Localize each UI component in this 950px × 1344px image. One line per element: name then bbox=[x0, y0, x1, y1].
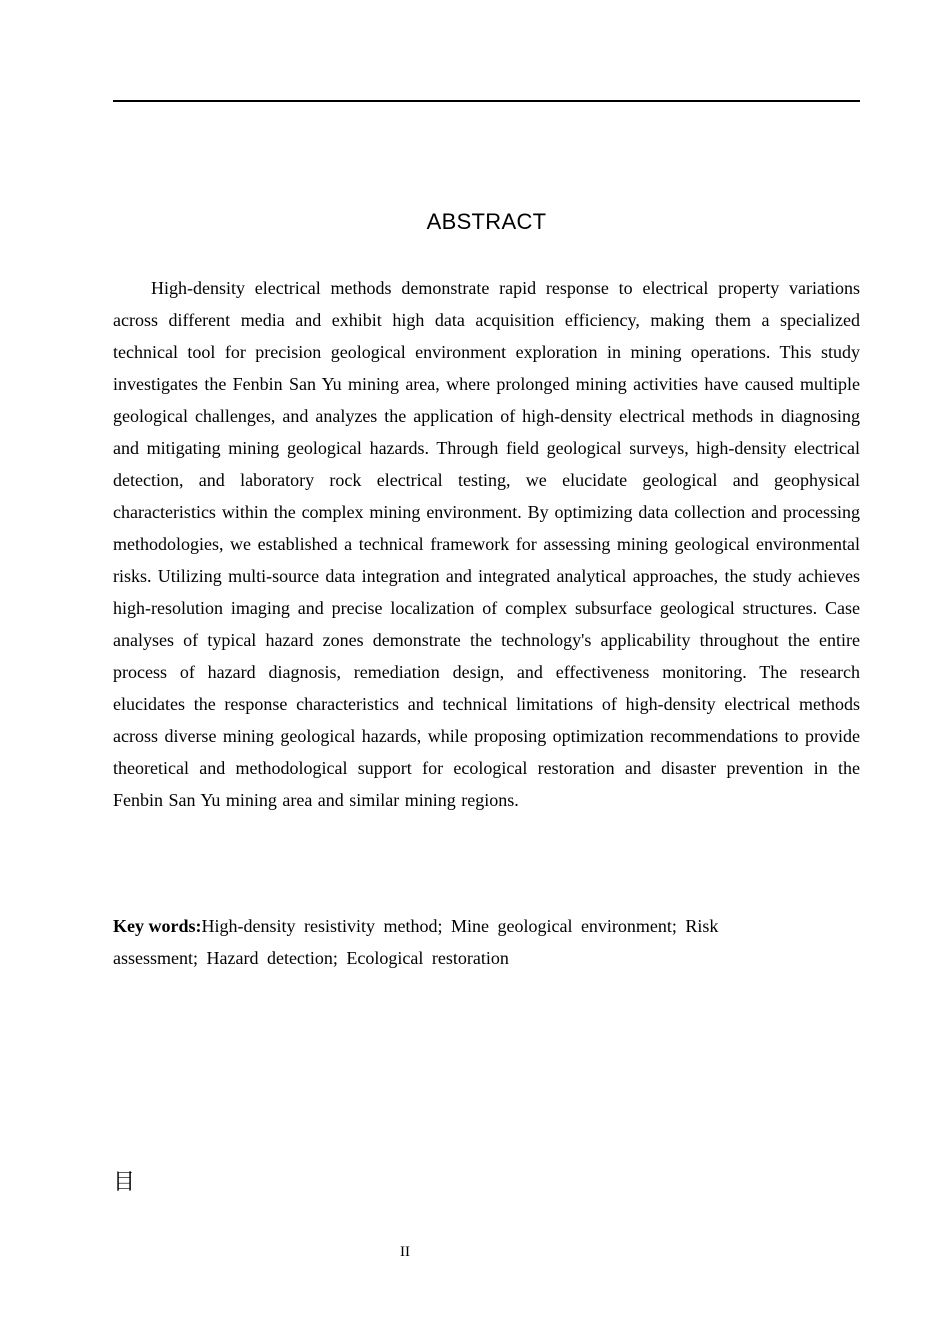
keywords-paragraph bbox=[113, 910, 773, 974]
page-number: II bbox=[400, 1244, 410, 1260]
keywords-text: High-density resistivity method; Mine geological environment; Risk assessment; Hazard detection; Ecological restoration bbox=[113, 916, 719, 968]
keywords-label: Key words: bbox=[113, 916, 202, 936]
abstract-title: ABSTRACT bbox=[426, 209, 547, 234]
toc-heading: 目 bbox=[113, 1170, 136, 1195]
header-rule bbox=[113, 100, 860, 102]
abstract-body: High-density electrical methods demonstrate rapid response to electrical property variations across different media and exhibit high data acquisition efficiency, making them a specialized technical tool for precision geological environment exploration in mining operations. This study investigates the Fenbin San Yu mining area, where prolonged mining activities have caused multiple geological challenges, and analyzes the application of high-density electrical methods in diagnosing and mitigating mining geological hazards. Through field geological surveys, high-density electrical detection, and laboratory rock electrical testing, we elucidate geological and geophysical characteristics within the complex mining environment. By optimizing data collection and processing methodologies, we established a technical framework for assessing mining geological environmental risks. Utilizing multi-source data integration and integrated analytical approaches, the study achieves high-resolution imaging and precise localization of complex subsurface geological structures. Case analyses of typical hazard zones demonstrate the technology's applicability throughout the entire process of hazard diagnosis, remediation design, and effectiveness monitoring. The research elucidates the response characteristics and technical limitations of high-density electrical methods across diverse mining geological hazards, while proposing optimization recommendations to provide theoretical and methodological support for ecological restoration and disaster prevention in the Fenbin San Yu mining area and similar mining regions. bbox=[113, 278, 860, 810]
